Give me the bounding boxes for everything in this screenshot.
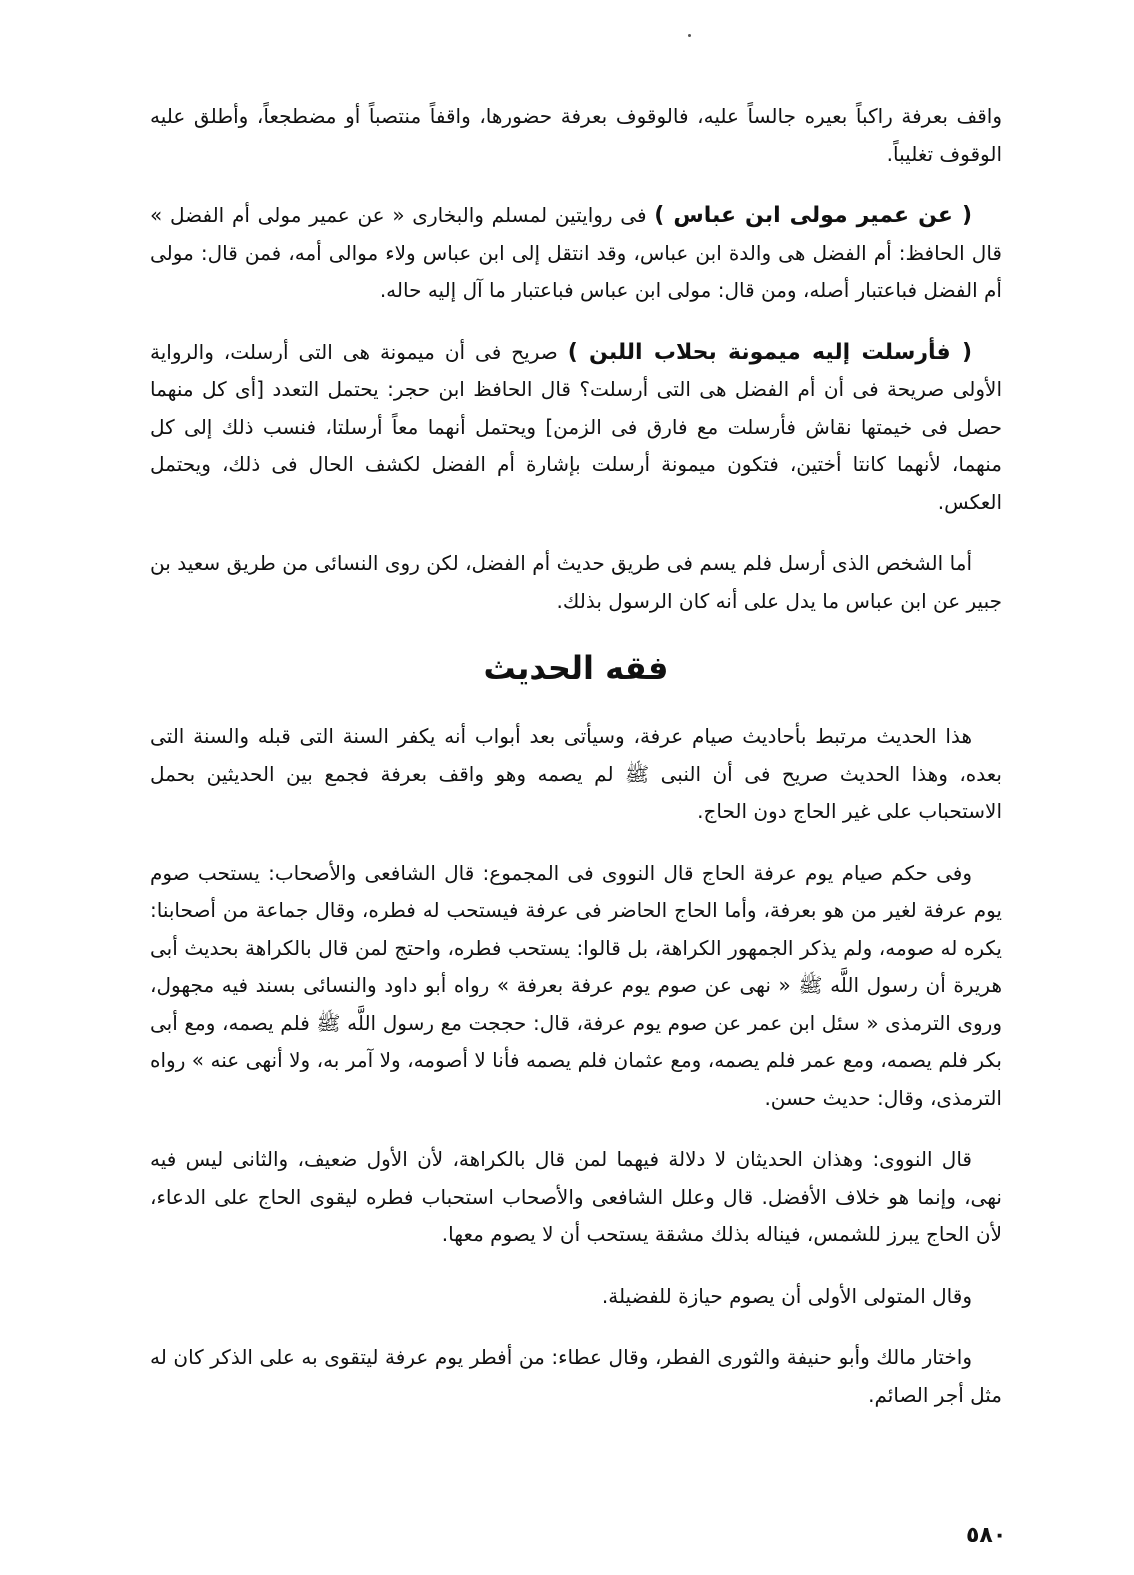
paragraph-4: أما الشخص الذى أرسل فلم يسم فى طريق حديث أم الفضل، لكن روى النسائى من طريق سعيد بن جبير عن ابن عباس ما يدل على أنه كان الرسول بذلك. [150, 551, 1002, 613]
paragraph-7: قال النووى: وهذان الحديثان لا دلالة فيهما لمن قال بالكراهة، لأن الأول ضعيف، والثانى ليس فيه نهى، وإنما هو خلاف الأفضل. قال وعلل الشافعى والأصحاب استحباب فطره ليقوى الحاج على الدعاء، لأن الحاج يبرز للشمس، فيناله بذلك مشقة يستحب أن لا يصوم معها. [150, 1147, 1002, 1246]
paragraph-2-text: فى روايتين لمسلم والبخارى « عن عمير مولى أم الفضل » قال الحافظ: أم الفضل هى والدة ابن عباس، وقد انتقل إلى ابن عباس ولاء موالى أمه، فمن قال: مولى أم الفضل فباعتبار أصله، ومن قال: مولى ابن عباس فباعتبار ما آل إليه حاله. [150, 203, 1002, 302]
paragraph-1: واقف بعرفة راكباً بعيره جالساً عليه، فالوقوف بعرفة حضورها، واقفاً منتصباً أو مضطجعاً، وأطلق عليه الوقوف تغليباً. [150, 104, 1002, 166]
page-number: ٥٨٠ [966, 1523, 1007, 1548]
paragraph-6: وفى حكم صيام يوم عرفة الحاج قال النووى فى المجموع: قال الشافعى والأصحاب: يستحب صوم يوم عرفة لغير من هو بعرفة، وأما الحاج الحاضر فى عرفة فيستحب له فطره، وقال جماعة من أصحابنا: يكره له صومه، ولم يذكر الجمهور الكراهة، بل قالوا: يستحب فطره، واحتج لمن قال بالكراهة بحديث أبى هريرة أن رسول اللَّه ﷺ « نهى عن صوم يوم عرفة بعرفة » رواه أبو داود والنسائى بسند فيه مجهول، وروى الترمذى « سئل ابن عمر عن صوم يوم عرفة، قال: حججت مع رسول اللَّه ﷺ فلم يصمه، ومع أبى بكر فلم يصمه، ومع عمر فلم يصمه، ومع عثمان فلم يصمه فأنا لا أصومه، ولا آمر به، ولا أنهى عنه » رواه الترمذى، وقال: حديث حسن. [150, 860, 1002, 1110]
paragraph-9: واختار مالك وأبو حنيفة والثورى الفطر، وقال عطاء: من أفطر يوم عرفة ليتقوى به على الذكر كان له مثل أجر الصائم. [150, 1345, 1002, 1407]
paragraph-3-lead: ( فأرسلت إليه ميمونة بحلاب اللبن ) [567, 339, 972, 365]
section-heading: فقه الحديث [483, 649, 669, 687]
scan-mark [688, 34, 691, 37]
paragraph-2 [150, 197, 1002, 310]
paragraph-8: وقال المتولى الأولى أن يصوم حيازة للفضيلة. [601, 1283, 972, 1308]
paragraph-5: هذا الحديث مرتبط بأحاديث صيام عرفة، وسيأتى بعد أبواب أنه يكفر السنة التى قبله والسنة التى بعده، وهذا الحديث صريح فى أن النبى ﷺ لم يصمه وهو واقف بعرفة فجمع بين الحديثين بحمل الاستحباب على غير الحاج دون الحاج. [150, 724, 1002, 823]
paragraph-3 [150, 334, 1002, 522]
page-body [150, 98, 1002, 1438]
paragraph-3-text: صريح فى أن ميمونة هى التى أرسلت، والرواية الأولى صريحة فى أن أم الفضل هى التى أرسلت؟ قال الحافظ ابن حجر: يحتمل التعدد [أى كل منهما حصل فى خيمتها نقاش فأرسلت مع فارق فى الزمن] ويحتمل أنهما معاً أرسلتا، فنسب ذلك إلى كل منهما، لأنهما كانتا أختين، فتكون ميمونة أرسلت بإشارة أم الفضل لكشف الحال فى ذلك، ويحتمل العكس. [150, 339, 1002, 514]
paragraph-2-lead: ( عن عمير مولى ابن عباس ) [654, 203, 972, 228]
